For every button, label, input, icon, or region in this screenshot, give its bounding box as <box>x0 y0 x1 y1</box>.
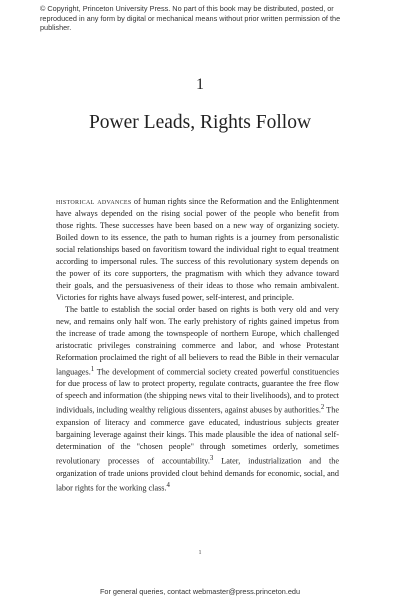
paragraph-2-text-a: The battle to establish the social order based on rights is both very old and very new, and remains only half won. The early prehistory of rights gained impetus from the increase of trade among the townspeople of northern Europe, which challenged aristocratic privileges constraining commerce and labor, and whose Protestant Reformation proclaimed the right of all believers to read the Bible in their vernacular languages. <box>56 304 339 377</box>
footnote-ref-3[interactable]: 3 <box>209 454 214 462</box>
paragraph-2-text-c: The expansion of literacy and commerce gave educated, industrious subjects greater bargaining leverage against their kings. This made plausible the idea of national self-determination of the "chosen people" through sometimes orderly, sometimes revolutionary processes of accountability. <box>56 405 339 466</box>
footnote-ref-1[interactable]: 1 <box>90 365 95 373</box>
page-number: 1 <box>198 550 202 556</box>
paragraph-2 <box>56 304 339 495</box>
footnote-ref-4[interactable]: 4 <box>166 481 170 489</box>
paragraph-2-text-d: Later, industrialization and the organization of trade unions provided clout behind demands for economic, social, and labor rights for the working class. <box>56 456 339 493</box>
footnote-ref-2[interactable]: 2 <box>320 404 325 412</box>
paragraph-1 <box>56 196 339 304</box>
chapter-number: 1 <box>196 76 204 93</box>
paragraph-2-text-b: The development of commercial society created powerful constituencies for due process of law to protect property, regulate contracts, guarantee the free flow of speech and information (the shipping news vital to their livelihoods), and to protect individuals, including wealthy religious dissenters, against abuses by authorities. <box>56 367 339 415</box>
paragraph-1-text: of human rights since the Reformation and the Enlightenment have always depended on the rising social power of the people who benefit from those rights. These successes have been based on a new way of organizing society. Boiled down to its essence, the path to human rights is a journey from personalistic social relationships based on favoritism toward the individual right to equal treatment according to impersonal rules. The success of this revolutionary system depends on the power of its core supporters, the pragmatism with which they advance toward their goals, and the persuasiveness of their ideas to those who remain ambivalent. Victories for rights have always fused power, self-interest, and principle. <box>56 196 339 302</box>
paragraph-lead-in: historical advances <box>56 196 132 206</box>
footer-contact: For general queries, contact webmaster@press.princeton.edu <box>99 587 301 596</box>
copyright-notice: © Copyright, Princeton University Press. No part of this book may be distributed, posted, or reproduced in any form by digital or mechanical means without prior written permission of the publisher. <box>40 4 341 33</box>
chapter-body <box>56 196 339 495</box>
chapter-title: Power Leads, Rights Follow <box>88 112 312 133</box>
